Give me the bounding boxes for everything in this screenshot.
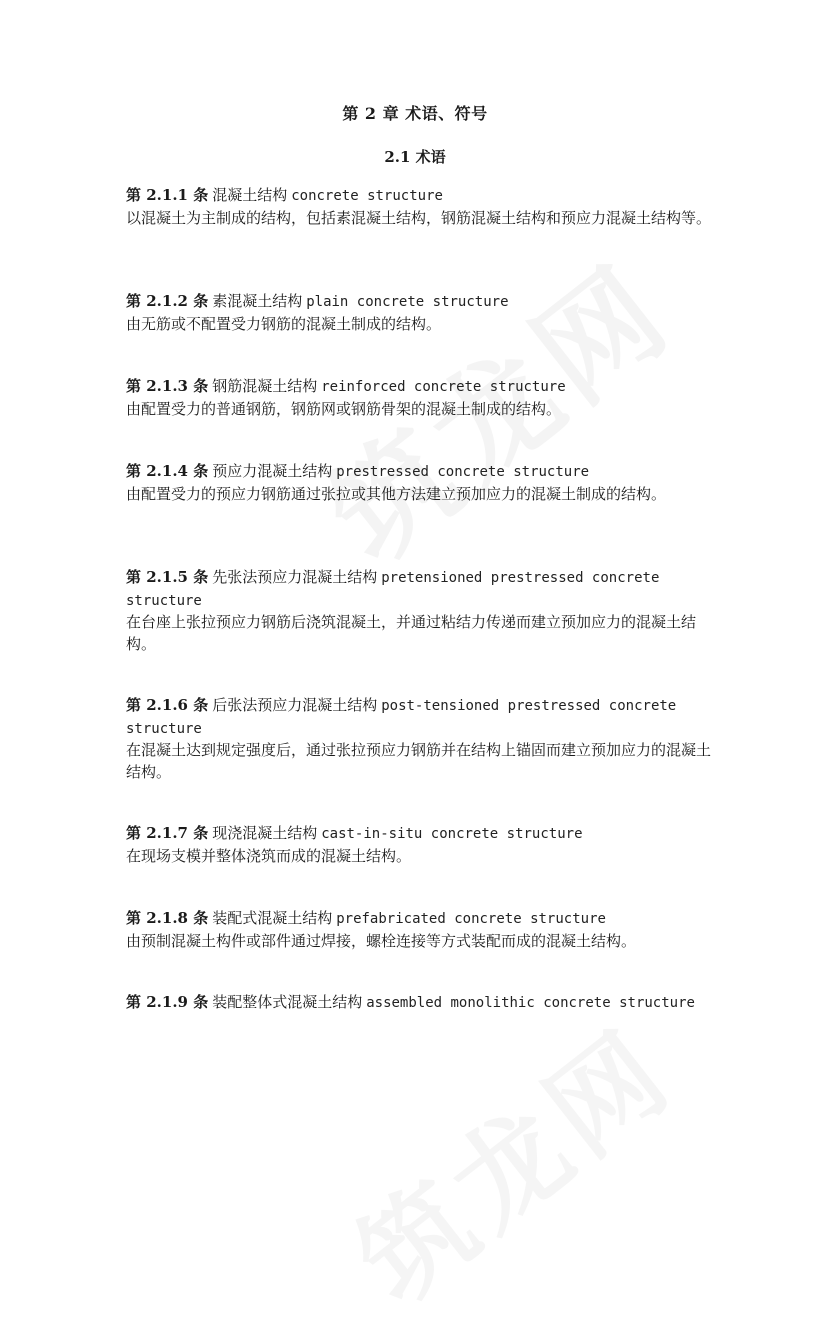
clause-term: 现浇混凝土结构 [212, 824, 318, 842]
clause-2-1-7 [126, 823, 716, 867]
clause-definition: 由配置受力的普通钢筋，钢筋网或钢筋骨架的混凝土制成的结构。 [126, 399, 562, 418]
clause-term: 先张法预应力混凝土结构 [212, 568, 378, 586]
clause-term: 后张法预应力混凝土结构 [212, 696, 378, 714]
clause-term: 钢筋混凝土结构 [212, 377, 318, 395]
clause-number: 第 2.1.9 条 [126, 993, 209, 1011]
clause-heading [126, 908, 716, 931]
clause-term: 装配整体式混凝土结构 [212, 993, 363, 1011]
clause-number: 第 2.1.2 条 [126, 292, 209, 310]
clause-english-term: post-tensioned prestressed concrete structure [126, 698, 677, 737]
clause-definition: 由预制混凝土构件或部件通过焊接，螺栓连接等方式装配而成的混凝土结构。 [126, 931, 637, 950]
clause-2-1-9 [126, 992, 716, 1015]
clause-definition: 在混凝土达到规定强度后，通过张拉预应力钢筋并在结构上锚固而建立预加应力的混凝土结构。 [126, 741, 712, 781]
clause-term: 预应力混凝土结构 [212, 462, 333, 480]
clause-english-term: pretensioned prestressed concrete structure [126, 570, 660, 609]
section-title: 2.1 术语 [384, 148, 446, 166]
clause-definition: 由配置受力的预应力钢筋通过张拉或其他方法建立预加应力的混凝土制成的结构。 [126, 484, 667, 503]
clause-english-term: cast-in-situ concrete structure [321, 826, 583, 842]
watermark [320, 986, 701, 1332]
clause-2-1-8 [126, 908, 716, 952]
clause-number: 第 2.1.7 条 [126, 824, 209, 842]
clause-number: 第 2.1.1 条 [126, 186, 209, 204]
clause-term: 装配式混凝土结构 [212, 909, 333, 927]
chapter-title: 第 2 章 术语、符号 [342, 104, 488, 123]
clause-2-1-3 [126, 376, 716, 420]
clause-2-1-6 [126, 695, 716, 783]
clause-number: 第 2.1.8 条 [126, 909, 209, 927]
clause-term: 混凝土结构 [212, 186, 288, 204]
clause-definition: 由无筋或不配置受力钢筋的混凝土制成的结构。 [126, 314, 442, 333]
clause-2-1-1 [126, 185, 716, 229]
clause-number: 第 2.1.5 条 [126, 568, 209, 586]
clause-number: 第 2.1.3 条 [126, 377, 209, 395]
clause-2-1-4 [126, 461, 716, 505]
clause-heading [126, 291, 716, 314]
clause-english-term: plain concrete structure [306, 294, 509, 310]
clause-heading [126, 823, 716, 846]
clause-number: 第 2.1.6 条 [126, 696, 209, 714]
clause-definition: 在台座上张拉预应力钢筋后浇筑混凝土，并通过粘结力传递而建立预加应力的混凝土结构。 [126, 613, 697, 653]
clause-english-term: concrete structure [291, 188, 443, 204]
clause-english-term: prefabricated concrete structure [336, 911, 606, 927]
clause-english-term: prestressed concrete structure [336, 464, 590, 480]
clause-number: 第 2.1.4 条 [126, 462, 209, 480]
clause-term: 素混凝土结构 [212, 292, 303, 310]
clause-2-1-5 [126, 567, 716, 655]
clause-heading [126, 376, 716, 399]
clause-heading [126, 461, 716, 484]
clause-heading [126, 185, 716, 208]
clause-heading [126, 695, 716, 740]
clause-english-term: assembled monolithic concrete structure [366, 995, 695, 1011]
clause-definition: 在现场支模并整体浇筑而成的混凝土结构。 [126, 846, 412, 865]
clause-heading [126, 567, 716, 612]
clause-heading [126, 992, 716, 1015]
clause-english-term: reinforced concrete structure [321, 379, 566, 395]
clause-definition: 以混凝土为主制成的结构，包括素混凝土结构，钢筋混凝土结构和预应力混凝土结构等。 [126, 208, 712, 227]
clause-2-1-2 [126, 291, 716, 335]
